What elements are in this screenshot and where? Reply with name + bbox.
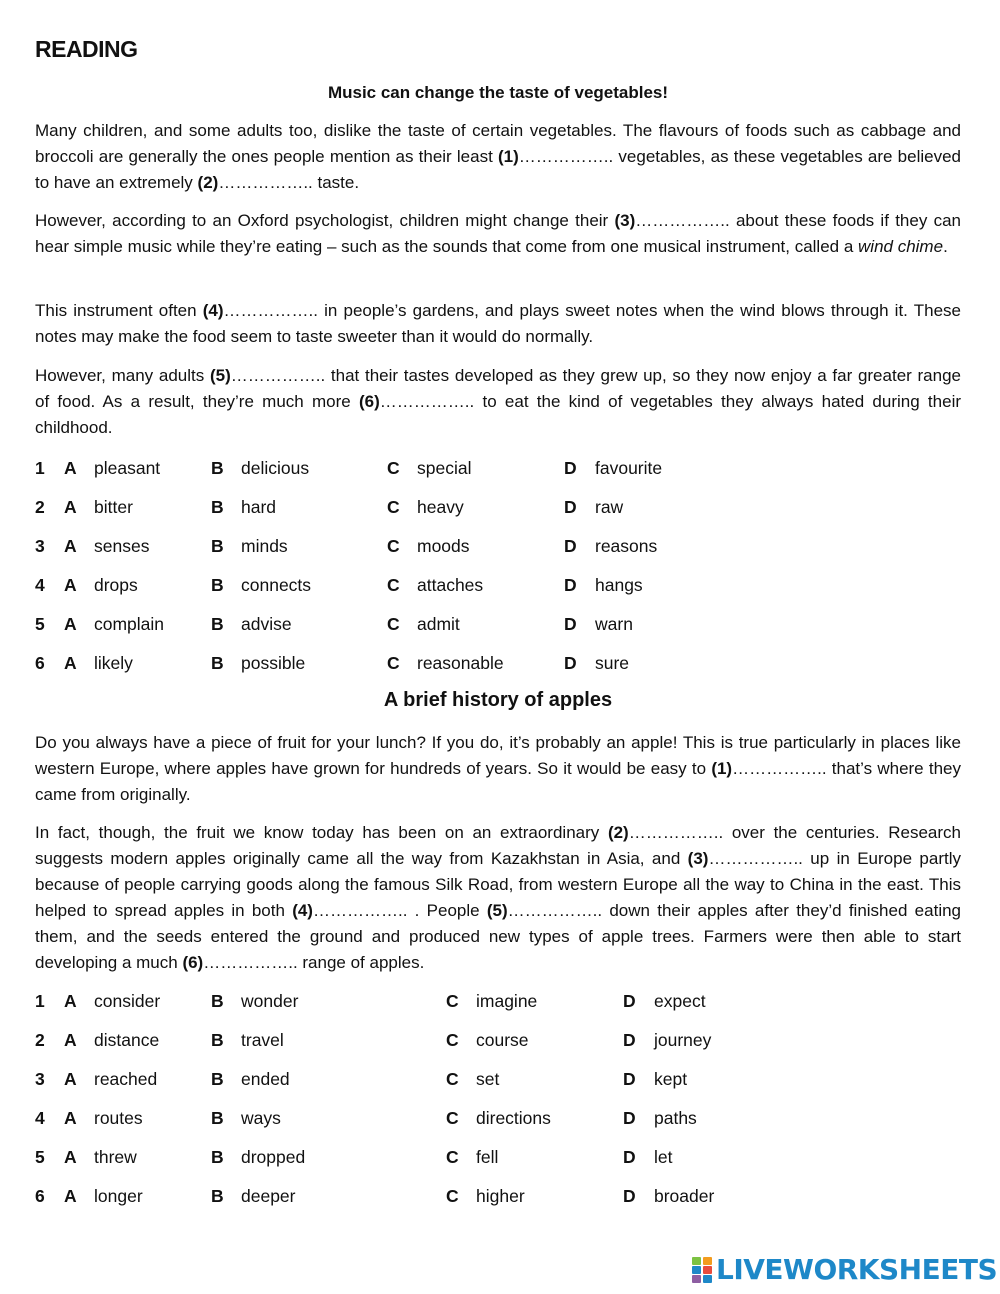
option-a[interactable]: routes [94, 1108, 143, 1128]
option-d[interactable]: favourite [595, 458, 663, 478]
option-row [35, 611, 961, 650]
paragraph-text: This instrument often [35, 301, 203, 320]
option-d[interactable]: warn [595, 614, 633, 634]
option-letter-b: B [211, 1108, 224, 1128]
gap-number: (6) [359, 392, 380, 411]
paragraph-text: However, according to an Oxford psychologist, children might change their [35, 211, 615, 230]
question-number: 6 [35, 653, 45, 673]
question-number: 2 [35, 1030, 45, 1050]
option-c[interactable]: fell [476, 1147, 499, 1167]
text2-paragraph-2 [35, 820, 961, 976]
option-row [35, 572, 961, 611]
option-letter-a: A [64, 1147, 77, 1167]
paragraph-text: . [943, 237, 948, 256]
question-number: 4 [35, 575, 45, 595]
option-letter-b: B [211, 1030, 224, 1050]
option-row [35, 533, 961, 572]
paragraph-text: …………….. range of apples. [203, 953, 425, 972]
option-letter-c: C [446, 1147, 459, 1167]
option-letter-d: D [564, 614, 577, 634]
text1-paragraph-1 [35, 118, 961, 196]
question-number: 5 [35, 1147, 45, 1167]
option-a[interactable]: pleasant [94, 458, 161, 478]
option-c[interactable]: imagine [476, 991, 538, 1011]
option-d[interactable]: paths [654, 1108, 697, 1128]
option-a[interactable]: drops [94, 575, 138, 595]
paragraph-text: In fact, though, the fruit we know today has been on an extraordinary [35, 823, 608, 842]
option-a[interactable]: consider [94, 991, 161, 1011]
paragraph-text: Do you always have a piece of fruit for your lunch? If you do, it’s probably an apple! This is true particularly in places like western Europe, where apples have grown for hundreds of years. So it would be easy to [35, 733, 961, 778]
option-letter-b: B [211, 653, 224, 673]
paragraph-text: …………….. about these foods if they can hear simple music while they’re eating – such as the sounds that come from one musical instrument, called a [35, 211, 961, 256]
option-letter-a: A [64, 1030, 77, 1050]
gap-number: (4) [202, 301, 224, 320]
option-a[interactable]: likely [94, 653, 133, 673]
option-letter-b: B [211, 991, 224, 1011]
option-letter-a: A [64, 458, 77, 478]
option-letter-d: D [623, 1108, 636, 1128]
option-letter-d: D [564, 653, 577, 673]
option-letter-d: D [623, 1069, 636, 1089]
option-row [35, 1027, 961, 1066]
option-letter-d: D [564, 575, 577, 595]
paragraph-text: Many children, and some adults too, dislike the taste of certain vegetables. The flavours of foods such as cabbage and broccoli are generally the ones people mention as their least [35, 121, 961, 166]
option-row [35, 1066, 961, 1105]
option-letter-c: C [446, 1186, 459, 1206]
paragraph-text: …………….. down their apples after they’d finished eating them, and the seeds entered the ground and produced new types of apple trees. Farmers were then able to start developing a much [35, 901, 962, 972]
option-a[interactable]: threw [94, 1147, 137, 1167]
option-d[interactable]: journey [654, 1030, 712, 1050]
option-row [35, 1105, 961, 1144]
option-b[interactable]: wonder [241, 991, 299, 1011]
option-b[interactable]: hard [241, 497, 277, 517]
option-row [35, 1144, 961, 1183]
option-b[interactable]: ways [241, 1108, 281, 1128]
paragraph-text: …………….. over the centuries. Research suggests modern apples originally came all the way from Kazakhstan in Asia, and [35, 823, 961, 868]
paragraph-text: …………….. that their tastes developed as they grew up, so they now enjoy a far greater range of food. As a result, they’re much more [35, 366, 962, 411]
gap-number: (2) [607, 823, 629, 842]
option-letter-a: A [64, 497, 77, 517]
paragraph-text: …………….. up in Europe partly because of people carrying goods along the famous Silk Road, from western Europe all the way to China in the east. This helped to spread apples in both [35, 849, 961, 920]
option-c[interactable]: attaches [417, 575, 484, 595]
option-b[interactable]: ended [241, 1069, 290, 1089]
option-d[interactable]: raw [595, 497, 624, 517]
option-a[interactable]: reached [94, 1069, 158, 1089]
option-b[interactable]: possible [241, 653, 306, 673]
text1-paragraph-2 [35, 208, 961, 260]
gap-number: (3) [614, 211, 636, 230]
option-c[interactable]: heavy [417, 497, 464, 517]
option-letter-a: A [64, 536, 77, 556]
option-letter-c: C [446, 1108, 459, 1128]
option-c[interactable]: admit [417, 614, 460, 634]
option-d[interactable]: expect [654, 991, 706, 1011]
paragraph-text: …………….. in people’s gardens, and plays sweet notes when the wind blows through it. These notes may make the food seem to taste sweeter than it would do normally. [35, 301, 961, 346]
option-letter-d: D [623, 991, 636, 1011]
option-c[interactable]: course [476, 1030, 529, 1050]
gap-number: (4) [292, 901, 313, 920]
text1-paragraph-3 [35, 298, 961, 350]
page-heading: READING [35, 36, 138, 62]
option-letter-b: B [211, 536, 224, 556]
option-c[interactable]: set [476, 1069, 500, 1089]
option-d[interactable]: broader [654, 1186, 715, 1206]
option-b[interactable]: dropped [241, 1147, 306, 1167]
option-letter-b: B [211, 458, 224, 478]
option-b[interactable]: travel [241, 1030, 284, 1050]
liveworksheets-logo-icon [692, 1255, 714, 1283]
option-c[interactable]: reasonable [417, 653, 504, 673]
text2-paragraph-1 [35, 730, 961, 808]
question-number: 1 [35, 991, 45, 1011]
option-row [35, 650, 961, 689]
option-letter-c: C [387, 575, 400, 595]
option-letter-d: D [564, 458, 577, 478]
option-b[interactable]: advise [241, 614, 292, 634]
question-number: 3 [35, 1069, 45, 1089]
option-letter-b: B [211, 1147, 224, 1167]
paragraph-text: …………….. vegetables, as these vegetables are believed to have an extremely [35, 147, 962, 192]
option-row [35, 1183, 961, 1222]
option-a[interactable]: senses [94, 536, 150, 556]
gap-number: (5) [486, 901, 508, 920]
option-d[interactable]: reasons [595, 536, 658, 556]
option-letter-b: B [211, 1069, 224, 1089]
gap-number: (2) [197, 173, 219, 192]
option-a[interactable]: complain [94, 614, 165, 634]
option-c[interactable]: directions [476, 1108, 551, 1128]
option-row [35, 455, 961, 494]
italic-term: wind chime [858, 237, 944, 256]
option-letter-a: A [64, 1069, 77, 1089]
option-letter-c: C [387, 653, 400, 673]
paragraph-text: …………….. that’s where they came from originally. [35, 759, 962, 804]
gap-number: (1) [498, 147, 519, 166]
option-b[interactable]: minds [241, 536, 288, 556]
text1-options [35, 455, 961, 689]
option-a[interactable]: distance [94, 1030, 160, 1050]
option-d[interactable]: hangs [595, 575, 643, 595]
question-number: 1 [35, 458, 45, 478]
paragraph-text: …………….. . People [312, 901, 487, 920]
option-letter-d: D [623, 1147, 636, 1167]
option-d[interactable]: kept [654, 1069, 688, 1089]
paragraph-text: …………….. to eat the kind of vegetables they always hated during their childhood. [35, 392, 962, 437]
option-letter-a: A [64, 1108, 77, 1128]
option-letter-d: D [564, 497, 577, 517]
option-letter-b: B [211, 497, 224, 517]
text2-options [35, 988, 961, 1222]
text1-title: Music can change the taste of vegetables! [327, 83, 669, 102]
option-d[interactable]: sure [595, 653, 630, 673]
option-letter-a: A [64, 653, 77, 673]
option-letter-d: D [623, 1030, 636, 1050]
question-number: 5 [35, 614, 45, 634]
gap-number: (6) [182, 953, 204, 972]
paragraph-text: However, many adults [35, 366, 210, 385]
text2-title: A brief history of apples [383, 689, 613, 711]
gap-number: (3) [687, 849, 709, 868]
text1-paragraph-4 [35, 363, 961, 441]
option-d[interactable]: let [654, 1147, 673, 1167]
option-letter-c: C [446, 1069, 459, 1089]
option-letter-c: C [446, 991, 459, 1011]
question-number: 2 [35, 497, 45, 517]
option-letter-a: A [64, 1186, 77, 1206]
question-number: 3 [35, 536, 45, 556]
gap-number: (1) [711, 759, 733, 778]
liveworksheets-logo [692, 1252, 997, 1286]
option-b[interactable]: connects [241, 575, 312, 595]
option-row [35, 494, 961, 533]
option-letter-a: A [64, 991, 77, 1011]
option-c[interactable]: higher [476, 1186, 525, 1206]
option-letter-d: D [564, 536, 577, 556]
option-letter-a: A [64, 575, 77, 595]
option-letter-c: C [387, 458, 400, 478]
option-letter-d: D [623, 1186, 636, 1206]
option-b[interactable]: deeper [241, 1186, 296, 1206]
option-row [35, 988, 961, 1027]
option-b[interactable]: delicious [241, 458, 310, 478]
gap-number: (5) [209, 366, 231, 385]
option-letter-b: B [211, 1186, 224, 1206]
paragraph-text: …………….. taste. [218, 173, 360, 192]
liveworksheets-logo-text: LIVEWORKSHEETS [716, 1252, 998, 1286]
option-letter-c: C [387, 497, 400, 517]
option-letter-c: C [387, 536, 400, 556]
option-a[interactable]: bitter [94, 497, 133, 517]
option-c[interactable]: moods [417, 536, 470, 556]
option-letter-c: C [387, 614, 400, 634]
option-letter-c: C [446, 1030, 459, 1050]
question-number: 6 [35, 1186, 45, 1206]
option-c[interactable]: special [417, 458, 472, 478]
option-letter-b: B [211, 575, 224, 595]
option-letter-a: A [64, 614, 77, 634]
option-a[interactable]: longer [94, 1186, 143, 1206]
option-letter-b: B [211, 614, 224, 634]
question-number: 4 [35, 1108, 45, 1128]
